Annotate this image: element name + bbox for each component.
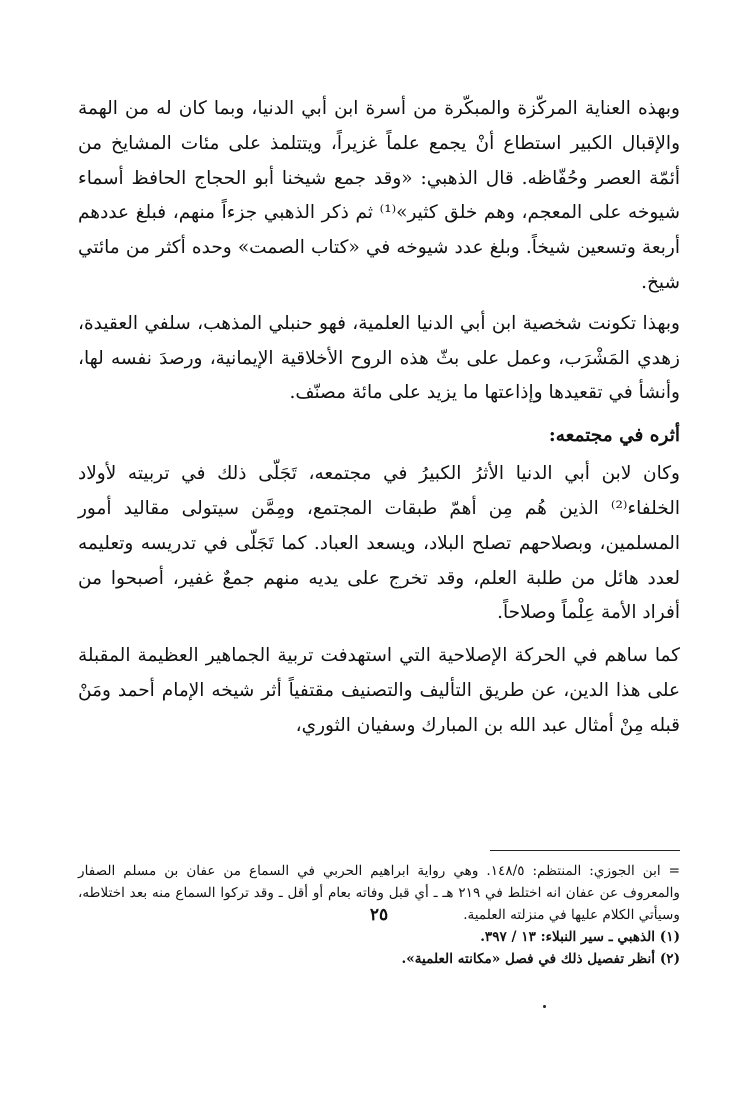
document-page bbox=[78, 92, 680, 1092]
footnote-continuation: = ابن الجوزي: المنتظم: ١٤٨/٥. وهي رواية ابراهيم الحربي في السماع من عفان بن مسلم الصفار والمعروف عن عفان انه اختلط في ٢١٩ هـ ـ أي قبل وفاته بعام أو أقل ـ وقد تركوا السماع منه بعد اختلاطه، وسيأتي الكلام عليها في منزلته العلمية. bbox=[78, 863, 680, 923]
paragraph-teachers: وبهذه العناية المركّزة والمبكّرة من أسرة ابن أبي الدنيا، وبما كان له من الهمة والإقبال الكبير استطاع أنْ يجمع علماً غزيراً، ويتتلمذ على مئات المشايخ من أئمّة العصر وحُفّاظه. قال الذهبي: «وقد جمع شيخنا أبو الحجاج الحافظ أسماء شيوخه على المعجم، وهم خلق كثير»⁽¹⁾ ثم ذكر الذهبي جزءاً منهم، فبلغ عددهم أربعة وتسعين شيخاً. وبلغ عدد شيوخه في «كتاب الصمت» وحده أكثر من مائتي شيخ. bbox=[78, 98, 681, 293]
section-heading: أثره في مجتمعه: bbox=[548, 425, 680, 447]
paragraph-personality: وبهذا تكونت شخصية ابن أبي الدنيا العلمية، فهو حنبلي المذهب، سلفي العقيدة، زهدي المَشْرَب، وعمل على بثّ هذه الروح الأخلاقية الإيمانية، ورصدَ نفسه لها، وأنشأ في تقعيدها وإذاعتها ما يزيد على مائة مصنّف. bbox=[78, 312, 680, 404]
ink-dot bbox=[543, 1005, 546, 1008]
footnote-2: (٢) أنظر تفصيل ذلك في فصل «مكانته العلمية». bbox=[401, 951, 680, 967]
footnote-divider bbox=[490, 850, 680, 851]
paragraph-reform: كما ساهم في الحركة الإصلاحية التي استهدفت تربية الجماهير العظيمة المقبلة على هذا الدين، عن طريق التأليف والتصنيف مقتفياً أثر شيخه الإمام أحمد ومَنْ قبله مِنْ أمثال عبد الله بن المبارك وسفيان الثوري، bbox=[78, 645, 680, 736]
page-number: ٢٥ bbox=[369, 905, 389, 925]
paragraph-influence: وكان لابن أبي الدنيا الأثرُ الكبيرُ في مجتمعه، تَجَلّى ذلك في تربيته لأولاد الخلفاء⁽²⁾ الذين هُم مِن أهمّ طبقات المجتمع، ومِمَّن سيتولى مقاليد أمور المسلمين، وبصلاحهم تصلح البلاد، ويسعد العباد. كما تَجَلّى في تدريسه وتعليمه لعدد هائل من طلبة العلم، وقد تخرج على يديه منهم جمعٌ غفير، أصبحوا من أفراد الأمة عِلْماً وصلاحاً. bbox=[78, 463, 680, 624]
footnote-1: (١) الذهبي ـ سير النبلاء: ١٣ / ٣٩٧. bbox=[480, 929, 680, 945]
